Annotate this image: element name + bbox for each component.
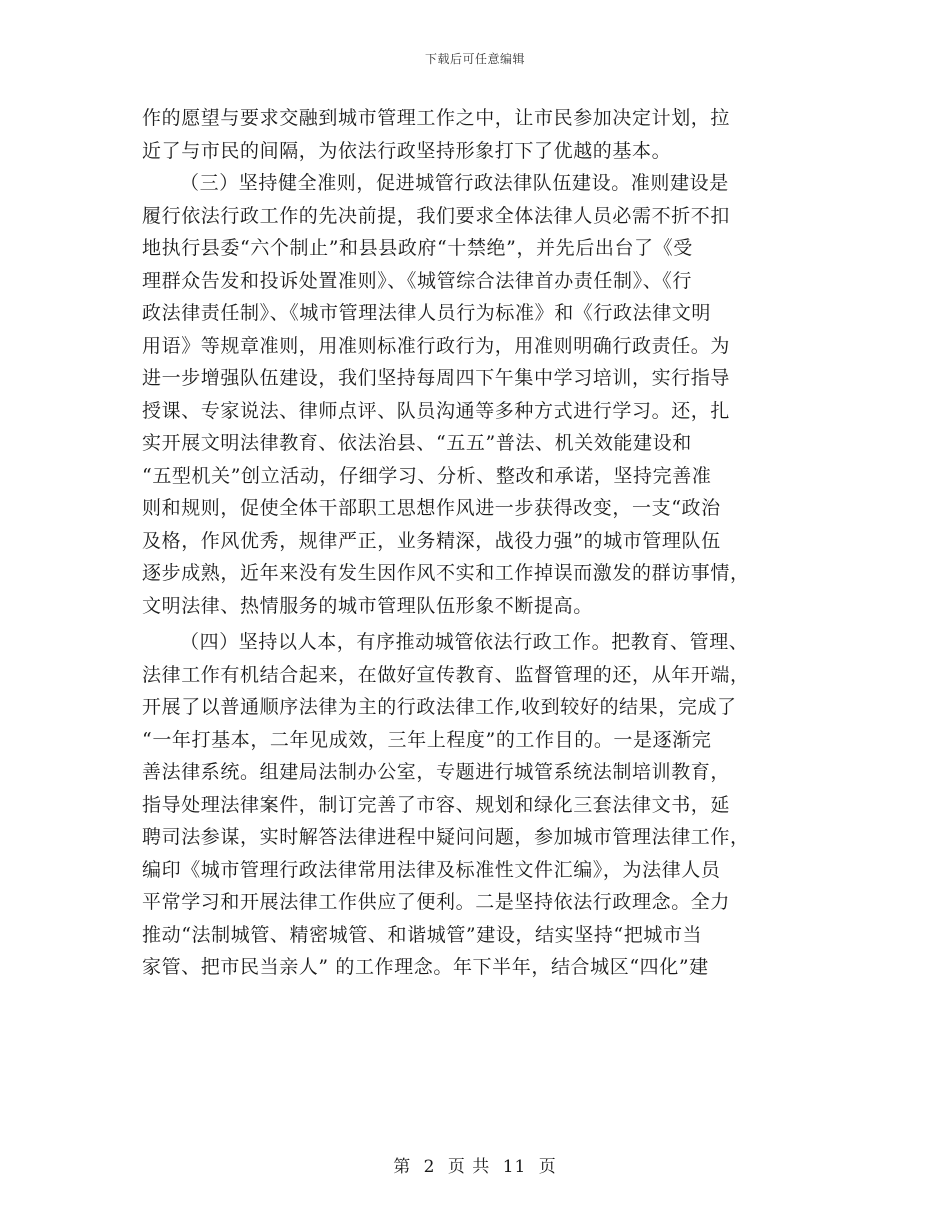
text-line: 法律工作有机结合起来，在做好宣传教育、监督管理的还，从年开端， xyxy=(142,663,750,686)
text-line: 履行依法行政工作的先决前提，我们要求全体法律人员必需不折不扣 xyxy=(142,204,731,227)
text-line: 授课、专家说法、律师点评、队员沟通等多种方式进行学习。还，扎 xyxy=(142,399,731,422)
text-line: 政法律责任制》、《城市管理法律人员行为标准》和《行政法律文明 xyxy=(142,302,712,324)
text-line: 编印《城市管理行政法律常用法律及标准性文件汇编》，为法律人员 xyxy=(142,858,721,881)
text-line: 则和规则，促使全体干部职工思想作风进一步获得改变，一支“政治 xyxy=(142,497,721,519)
text-line: 实开展文明法律教育、依法治县、“五五”普法、机关效能建设和 xyxy=(142,432,692,454)
text-line: 指导处理法律案件，制订完善了市容、规划和绿化三套法律文书，延 xyxy=(142,793,731,816)
text-line: 开展了以普通顺序法律为主的行政法律工作,收到较好的结果，完成了 xyxy=(142,696,737,718)
footer-current-page: 2 xyxy=(423,1157,436,1177)
page-header: 下载后可任意编辑 xyxy=(424,52,525,66)
footer-total-pages: 11 xyxy=(502,1157,527,1177)
text-line: 进一步增强队伍建设，我们坚持每周四下午集中学习培训，实行指导 xyxy=(142,367,731,389)
footer-prefix: 第 xyxy=(393,1157,412,1177)
paragraph-start-line: （三）坚持健全准则，促进城管行政法律队伍建设。准则建设是 xyxy=(180,172,729,194)
page-footer xyxy=(0,1152,950,1177)
text-line: “一年打基本，二年见成效，三年上程度”的工作目的。一是逐渐完 xyxy=(142,728,712,751)
paragraph-start-line: （四）坚持以人本，有序推动城管依法行政工作。把教育、管理、 xyxy=(180,631,749,653)
text-line: 善法律系统。组建局法制办公室，专题进行城管系统法制培训教育， xyxy=(142,761,731,783)
footer-middle: 页 共 xyxy=(447,1157,491,1177)
footer-suffix: 页 xyxy=(538,1157,557,1177)
text-line: 推动“法制城管、精密城管、和谐城管”建设，结实坚持“把城市当 xyxy=(142,923,703,946)
text-line: 近了与市民的间隔，为依法行政坚持形象打下了优越的基本。 xyxy=(142,139,672,162)
text-line: 用语》等规章准则，用准则标准行政行为，用准则明确行政责任。为 xyxy=(142,334,731,357)
text-line: 聘司法参谋，实时解答法律进程中疑问问题，参加城市管理法律工作， xyxy=(142,826,750,848)
text-line: 平常学习和开展法律工作供应了便利。二是坚持依法行政理念。全力 xyxy=(142,891,731,913)
body-text xyxy=(142,102,807,984)
text-line: 作的愿望与要求交融到城市管理工作之中，让市民参加决定计划，拉 xyxy=(142,107,731,129)
text-line: 及格，作风优秀，规律严正，业务精深，战役力强”的城市管理队伍 xyxy=(142,529,721,552)
text-line: “五型机关”创立活动，仔细学习、分析、整改和承诺，坚持完善准 xyxy=(142,464,712,487)
text-line: 地执行县委“六个制止”和县县政府“十禁绝”，并先后出台了《受 xyxy=(142,237,693,259)
text-line: 文明法律、热情服务的城市管理队伍形象不断提高。 xyxy=(142,594,593,617)
text-line: 理群众告发和投诉处置准则》、《城管综合法律首办责任制》、《行 xyxy=(142,269,693,292)
text-line: 逐步成熟，近年来没有发生因作风不实和工作掉误而激发的群访事情， xyxy=(142,562,750,584)
text-line: 家管、把市民当亲人” 的工作理念。年下半年，结合城区“四化”建 xyxy=(142,956,709,978)
